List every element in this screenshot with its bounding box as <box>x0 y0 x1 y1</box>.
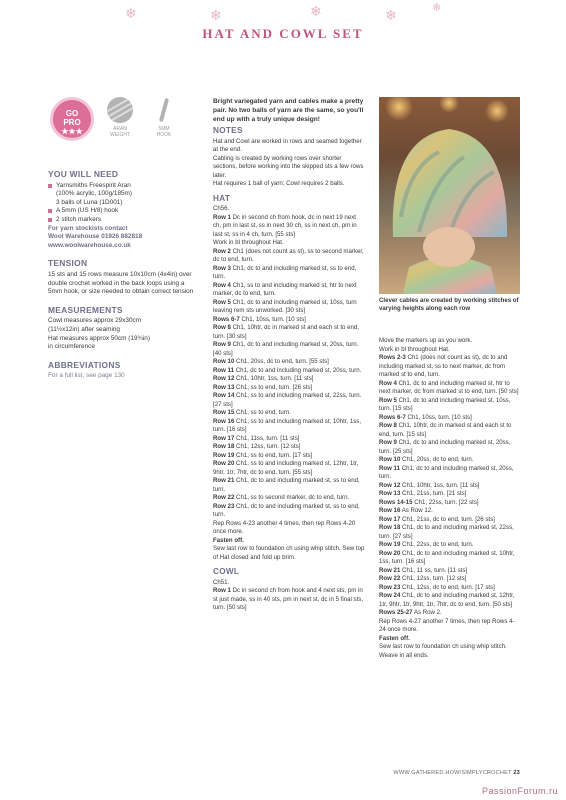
intro-text: Bright variegated yarn and cables make a pretty pair. No two balls of yarn are the same, so you'll end up with a truly unique design! <box>213 98 364 123</box>
instruction-row <box>379 575 520 584</box>
pattern-column-right <box>379 337 520 660</box>
yarn-weight-badge <box>102 97 138 138</box>
instruction-row <box>213 282 365 299</box>
footer-url: WWW.GATHERED.HOW/SIMPLYCROCHET <box>393 770 512 776</box>
row-label: Row 1 <box>213 213 231 221</box>
notes-paragraph: Hat and Cowl are worked in rows and seamed together at the end. <box>213 137 362 154</box>
row-text: Ch1, 22ss, turn. [22 sts] <box>412 498 479 506</box>
instruction-row <box>379 524 520 541</box>
instruction-row <box>379 618 520 635</box>
list-item: A 5mm (US H/8) hook <box>48 207 198 216</box>
row-label: Row 10 <box>213 358 235 366</box>
snowflake-icon: ❄ <box>385 7 397 23</box>
instruction-row <box>379 541 520 550</box>
instruction-row <box>379 592 520 609</box>
row-text: Ch1, dc to and including marked st, 20ss, turn. [25 sts] <box>379 439 511 455</box>
skill-level-badge <box>50 97 94 141</box>
row-label: Row 16 <box>379 507 401 514</box>
row-text: Ch1, ss to and including marked st, 10htr, 1ss, turn. [16 sts] <box>213 417 362 434</box>
row-label: Row 16 <box>213 417 235 425</box>
row-text: Rep Rows 4-27 another 7 times, then rep Rows 4-24 once more. <box>379 617 515 633</box>
row-label: Row 14 <box>213 392 235 400</box>
row-text: Work in bl throughout Hat. <box>213 239 284 247</box>
row-text: Move the markers up as you work. <box>379 337 473 344</box>
instruction-row <box>213 494 365 503</box>
row-text: Dc in second ch from hook and 4 next sts, pm in st just made, ss in 40 sts, pm in next st, dc in 5 final sts, turn. [50 sts] <box>213 587 364 612</box>
row-text: Rep Rows 4-23 another 4 times, then rep Rows 4-20 once more. <box>213 519 356 536</box>
row-text: As Row 12. <box>400 507 433 514</box>
row-text: Ch1, dc to and including marked st, ss to end, turn. <box>213 264 357 281</box>
row-label: Row 15 <box>213 409 235 417</box>
row-label: Fasten off. <box>379 634 410 642</box>
sidebar-info <box>48 170 198 390</box>
instruction-row <box>213 452 365 461</box>
row-label: Row 11 <box>379 464 400 472</box>
instruction-row <box>379 380 520 397</box>
row-text: Ch1, dc to and including marked st, 10ss, turn. [15 sts] <box>379 396 511 412</box>
instruction-row <box>379 490 520 499</box>
measurement-line: in circumference <box>48 343 95 351</box>
row-text: Ch1, 10ss, turn. [10 sts] <box>239 315 306 323</box>
abbreviations-section <box>48 361 198 381</box>
row-text: Ch1, 10htr, 1ss, turn. [11 sts] <box>400 481 480 489</box>
hat-photo-illustration <box>379 97 520 294</box>
pattern-column-main <box>213 98 365 613</box>
instruction-row <box>379 465 520 482</box>
instruction-row <box>213 503 365 520</box>
stockists-contact: Wool Warehouse 01926 882818 <box>48 233 143 241</box>
row-text: Ch1, dc to and including marked st, 10htr, 1ss, turn. [16 sts] <box>379 549 515 565</box>
measurements-section <box>48 306 198 352</box>
row-text: Ch1, 10ss, turn. [10 sts] <box>405 413 472 421</box>
row-text: Ch1, dc to and including marked st, 22ss, turn. [27 sts] <box>379 524 514 540</box>
snowflake-icon: ❄ <box>310 3 322 19</box>
instruction-row <box>213 341 365 358</box>
instruction-row <box>213 248 365 265</box>
row-label: Row 3 <box>213 264 231 272</box>
row-text: Ch1, 12ss, turn. [12 sts] <box>400 575 467 582</box>
measurement-line: Hat measures approx 50cm (19¾in) <box>48 334 150 342</box>
row-label: Row 21 <box>213 477 235 485</box>
notes-paragraph: Hat requires 1 ball of yarn; Cowl requires 2 balls. <box>213 180 345 188</box>
row-label: Row 8 <box>213 324 231 332</box>
row-label: Row 5 <box>213 298 231 306</box>
row-text: Ch1, ss to end, turn. [26 sts] <box>234 383 313 391</box>
instruction-row <box>213 358 365 367</box>
row-text: Ch1, 20ss, dc to end, turn. <box>400 456 474 463</box>
row-text: Ch1, ss to and including marked st, 12htr, 1tr, 9htr, 1tr, 7htr, dc to end, turn. [55 sts] <box>213 460 359 476</box>
row-text: Dc in second ch from hook, dc in next 19 next ch, pm in last st, ss in next 30 ch, ss in next ch, pm in last st, ss in 4 ch, turn. [55 sts] <box>213 213 357 238</box>
instruction-row <box>213 545 365 562</box>
instruction-row <box>379 456 520 465</box>
row-label: Rows 6-7 <box>213 315 240 323</box>
instruction-row <box>379 397 520 414</box>
row-label: Row 13 <box>213 383 235 391</box>
row-text: As Row 2. <box>412 609 442 616</box>
weight-label: ARAN <box>113 126 127 132</box>
row-text: Ch1, 12ss, dc to end, turn. [17 sts] <box>400 583 495 591</box>
instruction-row <box>379 516 520 525</box>
row-text: Ch1, 11 ss, turn. [11 sts] <box>400 566 468 574</box>
instruction-row <box>213 367 365 376</box>
row-text: Ch1, dc to and including marked st, ss to end, turn. <box>213 502 360 519</box>
row-text: Work in bl throughout Hat. <box>379 345 450 353</box>
photo-caption: Clever cables are created by working stitches of varying heights along each row <box>379 297 519 313</box>
row-text: Sew last row to foundation ch using whip stitch. Sew top of Hat closed and fold up brim. <box>213 545 365 561</box>
list-item: Yarnsmiths Freespirit Aran <box>48 182 198 191</box>
pattern-badges <box>50 97 182 147</box>
row-label: Row 2 <box>213 247 231 255</box>
row-text: Ch1, dc to and including marked st, 20ss, turn. [40 sts] <box>213 341 359 357</box>
row-label: Rows 2-3 <box>379 354 406 361</box>
section-heading: YOU WILL NEED <box>48 169 119 179</box>
row-label: Row 19 <box>379 541 401 548</box>
row-text: Ch1, dc to and including marked st, ss to end, turn. <box>213 477 360 493</box>
row-label: Row 23 <box>379 583 401 591</box>
row-text: Ch1, dc to and including marked st, 20ss, turn. <box>379 464 514 480</box>
row-text: Ch1, ss to end, turn. <box>234 409 291 417</box>
instruction-row <box>213 239 365 248</box>
crochet-hook-icon <box>151 97 177 123</box>
instruction-row <box>213 299 365 316</box>
row-text: Ch1, ss to and including marked st, htr to next marker, dc to end, turn. <box>213 281 357 298</box>
instruction-row <box>213 460 365 477</box>
notes-paragraph: Cabling is created by working rows over shorter sections, before working into the skipped sts a few rows later. <box>213 154 364 179</box>
instruction-row <box>213 418 365 435</box>
instruction-row <box>379 635 520 644</box>
instruction-row <box>379 609 520 618</box>
hook-label: 5MM <box>158 126 170 132</box>
row-label: Row 9 <box>379 439 397 446</box>
list-item: (100% acrylic, 100g/185m) <box>56 190 133 198</box>
row-label: Row 22 <box>379 575 401 582</box>
instruction-row <box>379 346 520 355</box>
hat-photo <box>379 97 520 294</box>
row-label: Row 17 <box>379 515 401 523</box>
instruction-row <box>379 567 520 576</box>
section-heading: MEASUREMENTS <box>48 304 123 315</box>
weight-label-2: WEIGHT <box>110 132 130 138</box>
row-text: Ch1 (does not count as st), ss to second marker, dc to end, turn. <box>213 247 364 264</box>
row-label: Row 5 <box>379 396 397 404</box>
instruction-row <box>213 435 365 444</box>
row-text: Ch1 (does not count as st), dc to and including marked st, ss to next marker, dc from marked st to end, turn. <box>379 354 508 378</box>
row-label: Row 9 <box>213 341 231 349</box>
row-text: Ch1, dc to and including marked st, 10ss, turn leaving rem sts unworked. [30 sts] <box>213 298 357 315</box>
row-text: Ch1, ss to end, turn. [17 sts] <box>234 451 313 459</box>
instruction-row <box>379 643 520 660</box>
instruction-row <box>379 550 520 567</box>
list-item: 2 stitch markers <box>48 216 198 225</box>
abbreviations-text: For a full list, see page 130 <box>48 372 125 380</box>
row-label: Row 11 <box>213 366 234 374</box>
instruction-row <box>379 414 520 423</box>
row-label: Rows 25-27 <box>379 609 413 616</box>
cowl-instructions <box>379 337 520 660</box>
row-text: Ch1, ss to second marker, dc to end, turn. <box>234 494 350 502</box>
row-text: Ch1, 10htr, dc in marked st and each st to end, turn. [30 sts] <box>213 324 359 340</box>
snowflake-icon: ❄ <box>210 7 222 23</box>
instruction-row <box>213 477 365 494</box>
row-label: Row 4 <box>213 281 231 289</box>
row-text: Ch1, 10htr, 1ss, turn. [11 sts] <box>234 375 314 383</box>
row-label: Row 20 <box>379 549 401 557</box>
stockists-link[interactable]: www.woolwarehouse.co.uk <box>48 241 131 249</box>
instruction-row <box>213 375 365 384</box>
section-heading: COWL <box>213 567 240 577</box>
hook-label-2: HOOK <box>156 132 172 138</box>
row-text: Ch1, 12ss, turn. [12 sts] <box>234 443 301 451</box>
row-text: Ch1, dc to and including marked st, 12htr, 1tr, 9htr, 1tr, 9htr, 1tr, 7htr, dc to end, turn. [50 sts] <box>379 592 515 608</box>
row-label: Row 18 <box>379 524 401 531</box>
page-number: 23 <box>513 770 520 776</box>
instruction-row <box>379 354 520 380</box>
row-label: Row 4 <box>379 379 397 387</box>
row-text: Ch1, 11ss, turn. [11 sts] <box>234 434 300 442</box>
instruction-row <box>213 443 365 452</box>
instruction-row <box>379 507 520 516</box>
pattern-start: Ch56. <box>213 205 230 213</box>
row-label: Row 22 <box>213 494 235 502</box>
materials-list <box>48 182 198 225</box>
instruction-row <box>213 324 365 341</box>
tension-text: 15 sts and 15 rows measure 10x10cm (4x4in) over double crochet worked in the back loops using a 5mm hook, or size needed to obtain correct tension <box>48 270 194 296</box>
page-title: HAT AND COWL SET <box>202 26 364 41</box>
instruction-row <box>213 392 365 409</box>
instruction-row <box>379 482 520 491</box>
row-text: Ch1, dc to and including marked st, 20ss, turn. <box>234 366 362 374</box>
hat-instructions <box>213 214 365 563</box>
row-label: Row 12 <box>379 481 401 489</box>
row-text: Ch1, 21ss, turn. [21 sts] <box>400 490 467 497</box>
row-label: Row 8 <box>379 422 397 429</box>
row-label: Row 1 <box>213 587 231 595</box>
instruction-row <box>379 422 520 439</box>
row-label: Row 23 <box>213 502 235 510</box>
stockists-label: For yarn stockists contact <box>48 224 128 232</box>
list-item: 3 balls of Luna (1D001) <box>56 198 123 206</box>
row-label: Row 17 <box>213 434 235 442</box>
row-text: Ch1, 21ss, dc to end, turn. [26 sts] <box>400 515 495 523</box>
instruction-row <box>213 537 365 546</box>
row-text: Ch1, 20ss, dc to end, turn. [55 sts] <box>234 358 329 366</box>
instruction-row <box>213 265 365 282</box>
watermark: PassionForum.ru <box>481 786 558 796</box>
row-label: Row 20 <box>213 460 235 468</box>
row-label: Row 10 <box>379 456 401 463</box>
instruction-row <box>213 384 365 393</box>
snowflake-icon: ❄ <box>432 2 442 14</box>
yarn-ball-icon <box>107 97 133 123</box>
tension-section <box>48 259 198 296</box>
row-label: Rows 14-15 <box>379 498 413 506</box>
snowflake-icon: ❄ <box>125 5 137 21</box>
hook-size-badge <box>146 97 182 138</box>
star-icon: ★★★ <box>61 127 83 136</box>
row-label: Fasten off. <box>213 536 244 544</box>
pattern-start: Ch51. <box>213 578 230 586</box>
instruction-row <box>213 409 365 418</box>
instruction-row <box>379 439 520 456</box>
instruction-row <box>213 520 365 537</box>
instruction-row <box>213 316 365 325</box>
section-heading: HAT <box>213 193 231 203</box>
instruction-row <box>379 499 520 508</box>
row-label: Rows 6-7 <box>379 413 406 421</box>
row-text: Ch1, 10htr, dc in marked st and each st to end, turn. [15 sts] <box>379 422 512 438</box>
row-label: Row 19 <box>213 451 235 459</box>
row-label: Row 12 <box>213 375 235 383</box>
measurement-line: Cowl measures approx 29x30cm <box>48 317 142 325</box>
row-label: Row 24 <box>379 592 401 599</box>
page-footer <box>393 770 520 776</box>
row-text: Ch1, dc to and including marked st, htr to next marker, dc from marked st to end, turn. [50 sts] <box>379 379 519 395</box>
section-heading: TENSION <box>48 258 88 269</box>
row-text: Sew last row to foundation ch using whip stitch. Weave in all ends. <box>379 643 507 659</box>
row-text: Ch1, ss to and including marked st, 22ss, turn. [27 sts] <box>213 392 362 408</box>
materials-section <box>48 170 198 250</box>
row-label: Row 13 <box>379 490 401 497</box>
level-top: GO <box>65 109 79 118</box>
instruction-row <box>379 584 520 593</box>
instruction-row <box>213 214 365 240</box>
instruction-row <box>213 587 365 613</box>
row-label: Row 18 <box>213 443 235 451</box>
section-heading: ABBREVIATIONS <box>48 359 121 370</box>
section-heading: NOTES <box>213 126 243 136</box>
measurement-line: (11½x12in) after seaming <box>48 325 120 333</box>
instruction-row <box>379 337 520 346</box>
row-text: Ch1, 22ss, dc to end, turn. <box>400 541 474 548</box>
row-label: Row 21 <box>379 566 401 574</box>
level-bottom: PRO <box>63 118 81 127</box>
